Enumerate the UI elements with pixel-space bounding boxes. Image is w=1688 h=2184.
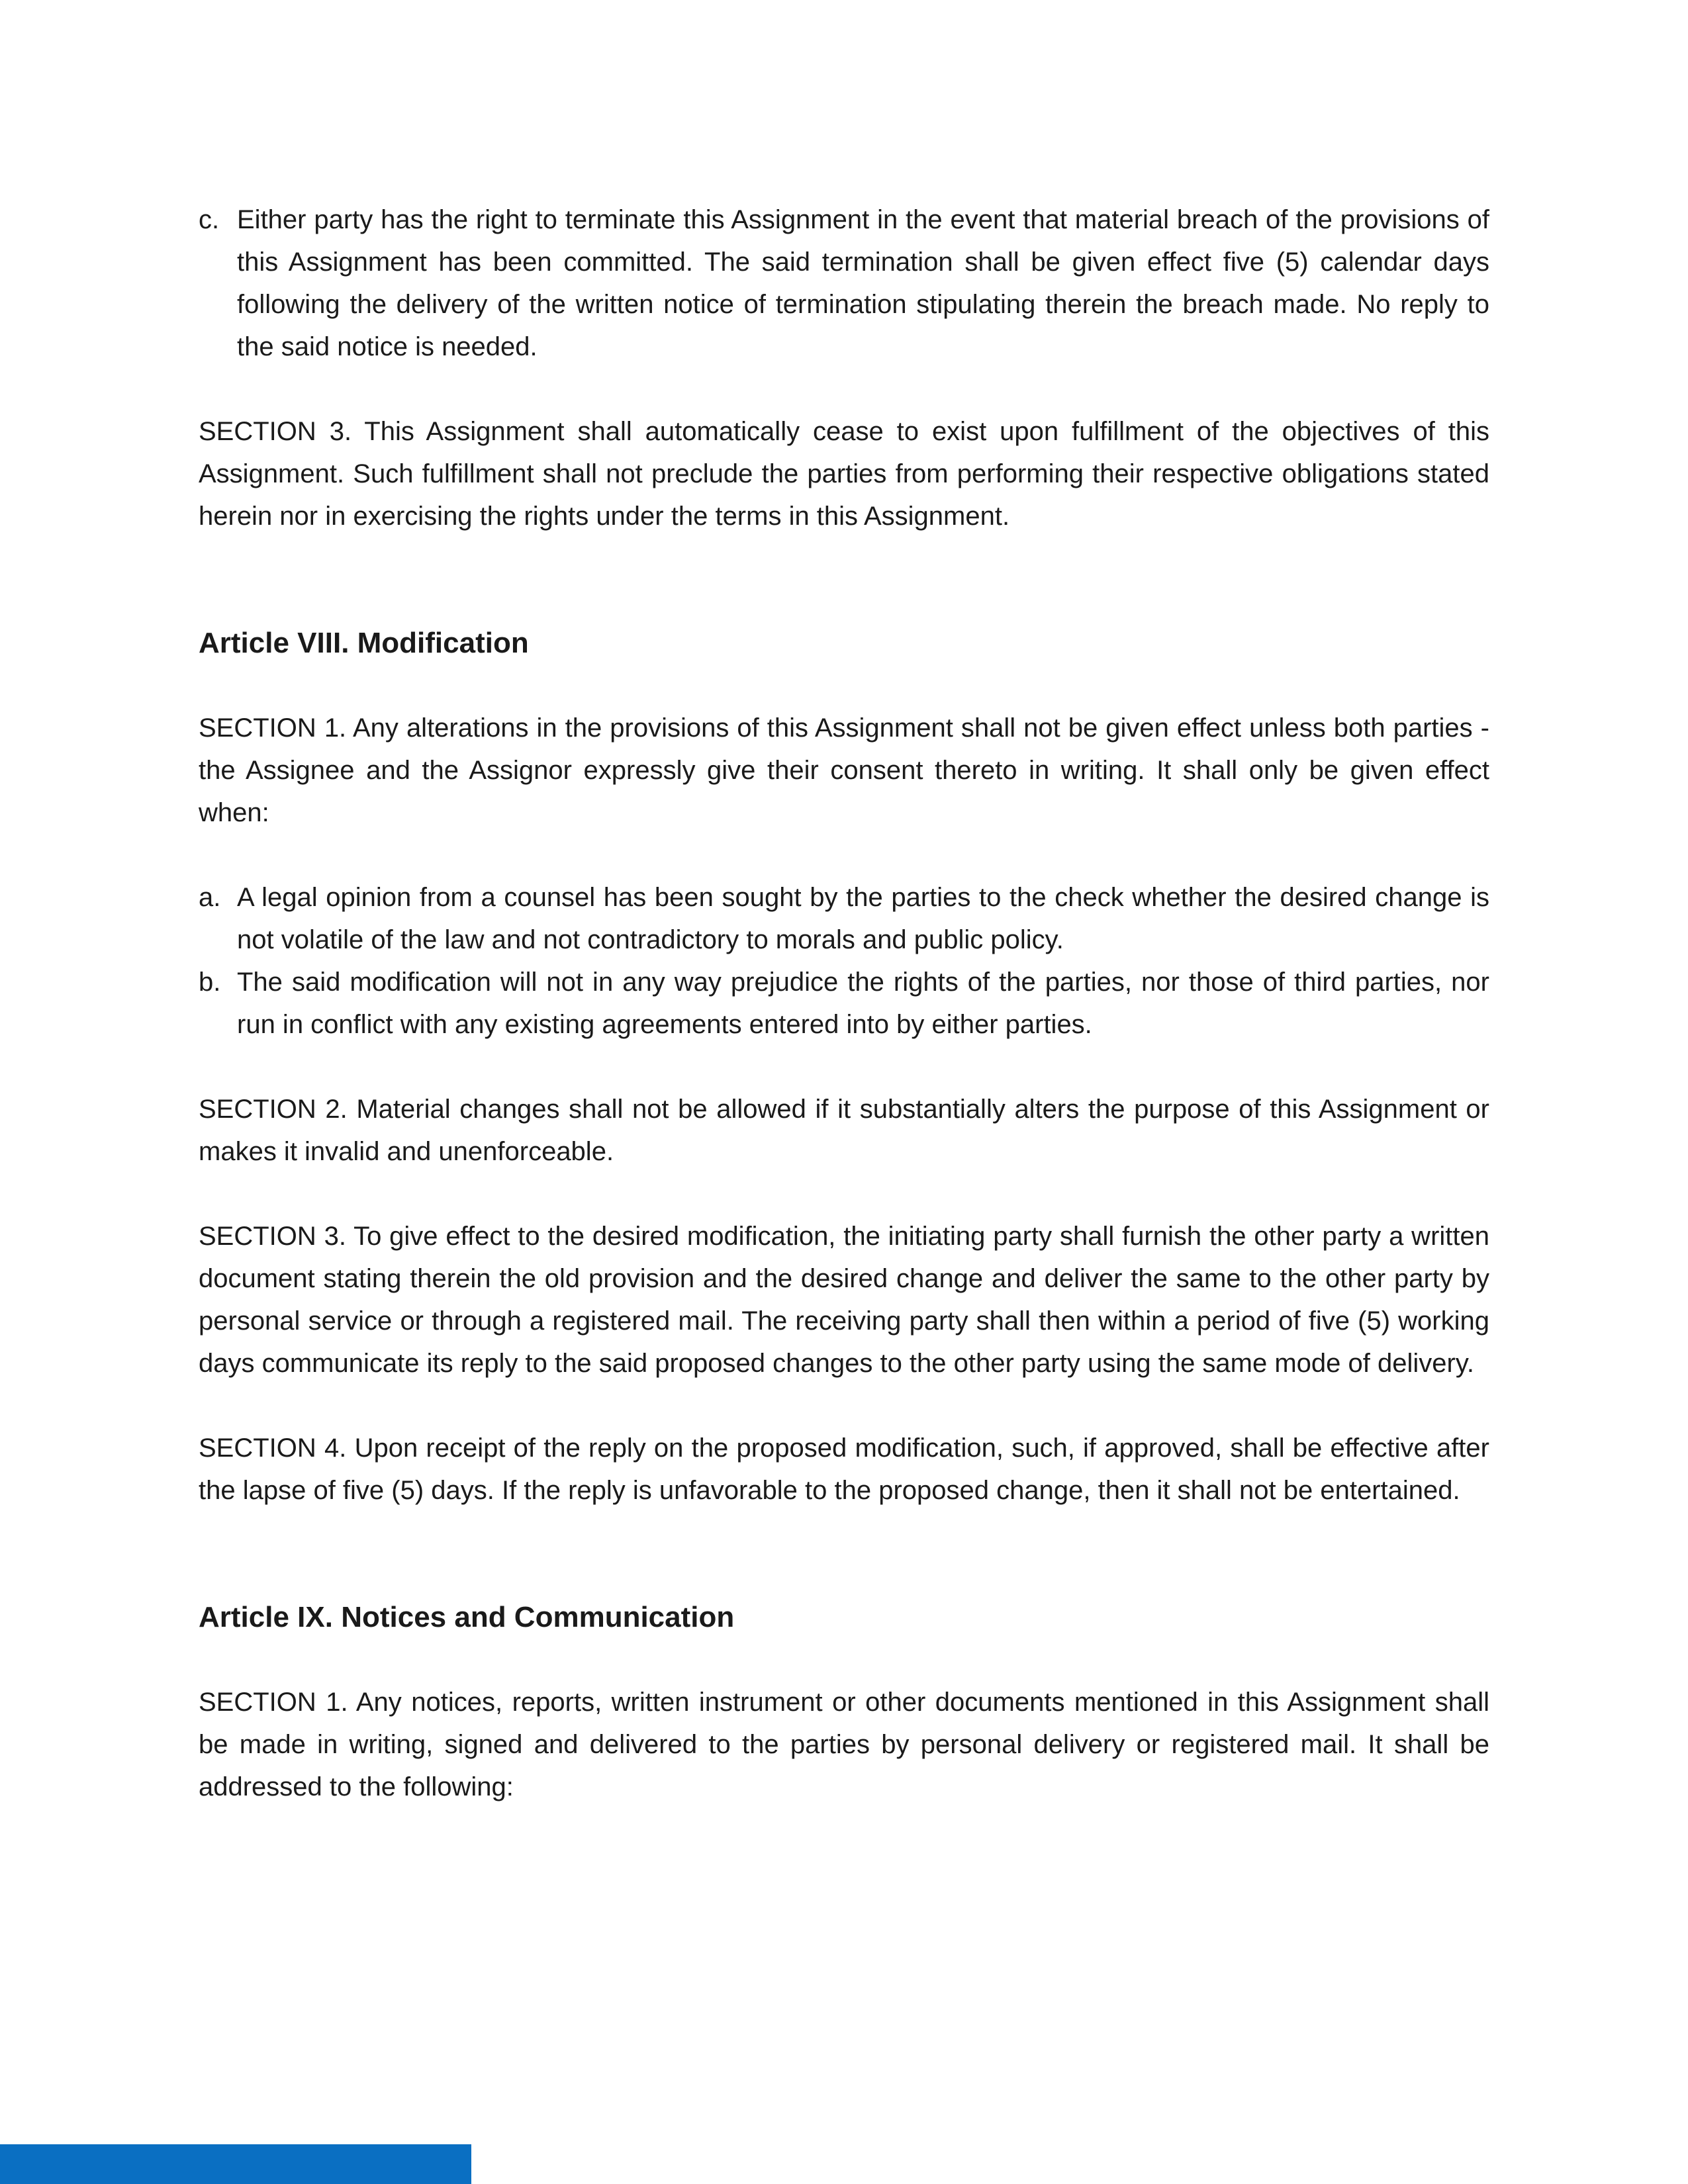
- article-9-heading: Article IX. Notices and Communication: [199, 1601, 735, 1633]
- list-marker: a.: [199, 883, 221, 912]
- footer-accent-bar: [0, 2144, 471, 2184]
- article-8-heading: Article VIII. Modification: [199, 627, 529, 659]
- section-3-termination: SECTION 3. This Assignment shall automatically cease to exist upon fulfillment of the objectives of this Assignment. Such fulfillment shall not preclude the parties from performing their respective obligations stated herein nor in exercising the rights under the terms in this Assignment.: [199, 417, 1489, 531]
- article-9-section-1: SECTION 1. Any notices, reports, written instrument or other documents mentioned in this Assignment shall be made in writing, signed and delivered to the parties by personal delivery or registered mail. It shall be addressed to the following:: [199, 1688, 1489, 1801]
- article-8-section-3: SECTION 3. To give effect to the desired modification, the initiating party shall furnish the other party a written document stating therein the old provision and the desired change and deliver the same to the other party by personal service or through a registered mail. The receiving party shall then within a period of five (5) working days communicate its reply to the said proposed changes to the other party using the same mode of delivery.: [199, 1222, 1489, 1378]
- list-marker: b.: [199, 968, 221, 997]
- list-text: Either party has the right to terminate this Assignment in the event that material breach of the provisions of this Assignment has been committed. The said termination shall be given effect five (5) calendar days following the delivery of the written notice of termination stipulating therein the breach made. No reply to the said notice is needed.: [237, 205, 1489, 361]
- article-8-section-1: SECTION 1. Any alterations in the provisions of this Assignment shall not be given effect unless both parties - the Assignee and the Assignor expressly give their consent thereto in writing. It shall only be given effect when:: [199, 713, 1489, 827]
- list-item-b: [199, 961, 1489, 1046]
- article-8-section-2: SECTION 2. Material changes shall not be allowed if it substantially alters the purpose of this Assignment or makes it invalid and unenforceable.: [199, 1095, 1489, 1166]
- list-item-c: [199, 199, 1489, 368]
- list-text: The said modification will not in any way prejudice the rights of the parties, nor those of third parties, nor run in conflict with any existing agreements entered into by either parties.: [237, 968, 1489, 1039]
- article-8-section-4: SECTION 4. Upon receipt of the reply on the proposed modification, such, if approved, shall be effective after the lapse of five (5) days. If the reply is unfavorable to the proposed change, then it shall not be entertained.: [199, 1433, 1489, 1505]
- list-marker: c.: [199, 205, 220, 234]
- list-text: A legal opinion from a counsel has been sought by the parties to the check whether the desired change is not volatile of the law and not contradictory to morals and public policy.: [237, 883, 1489, 954]
- list-item-a: [199, 876, 1489, 961]
- document-page: [199, 199, 1489, 1808]
